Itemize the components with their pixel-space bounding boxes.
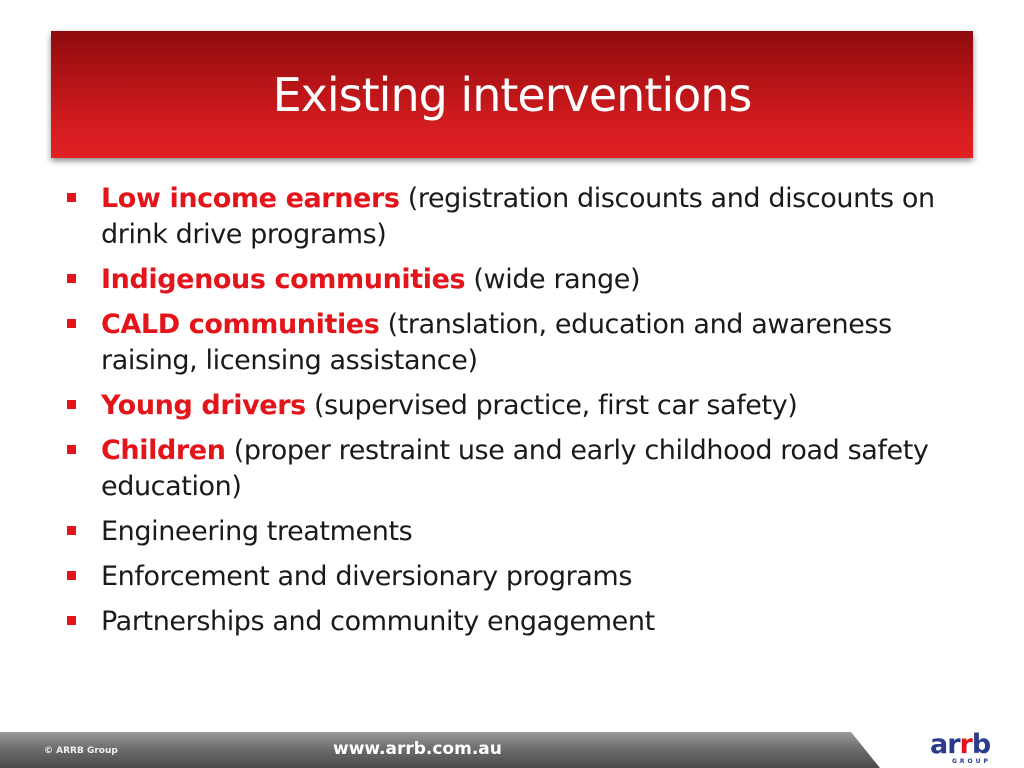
bullet-text: Enforcement and diversionary programs: [101, 561, 632, 592]
slide-title: Existing interventions: [272, 68, 752, 122]
title-banner: [51, 31, 973, 158]
square-bullet-icon: [67, 526, 76, 535]
bullet-item: [66, 388, 976, 424]
bullet-text: (translation, education and awareness raising, licensing assistance): [101, 309, 892, 376]
logo-part-b: b: [971, 729, 991, 760]
bullet-key: Children: [101, 435, 226, 466]
bullet-text: Engineering treatments: [101, 516, 413, 547]
bullet-item: [66, 514, 976, 550]
bullet-key: Low income earners: [101, 183, 400, 214]
bullet-key: CALD communities: [101, 309, 380, 340]
bullet-text: Partnerships and community engagement: [101, 606, 655, 637]
website-link[interactable]: www.arrb.com.au: [333, 739, 502, 759]
bullet-key: Young drivers: [101, 390, 306, 421]
logo-part-ar: ar: [930, 729, 960, 760]
square-bullet-icon: [67, 319, 76, 328]
bullet-text: (registration discounts and discounts on drink drive programs): [101, 183, 935, 250]
copyright-text: © ARRB Group: [44, 746, 118, 756]
square-bullet-icon: [67, 193, 76, 202]
logo-wordmark: [930, 730, 990, 760]
bullet-text: (proper restraint use and early childhood road safety education): [101, 435, 929, 502]
square-bullet-icon: [67, 616, 76, 625]
bullet-item: [66, 604, 976, 640]
square-bullet-icon: [67, 445, 76, 454]
bullet-text: (supervised practice, first car safety): [305, 390, 798, 421]
square-bullet-icon: [67, 571, 76, 580]
square-bullet-icon: [67, 400, 76, 409]
square-bullet-icon: [67, 274, 76, 283]
logo-part-r: r: [959, 729, 972, 760]
footer-bar: [0, 728, 1024, 768]
logo-tagline: GROUP: [952, 758, 991, 765]
bullet-key: Indigenous communities: [101, 264, 466, 295]
bullet-item: [66, 307, 976, 379]
bullet-item: [66, 559, 976, 595]
bullet-item: [66, 433, 976, 505]
arrb-logo: [930, 730, 1006, 766]
bullet-item: [66, 181, 976, 253]
bullet-text: (wide range): [465, 264, 641, 295]
bullet-list: [66, 181, 976, 649]
bullet-item: [66, 262, 976, 298]
